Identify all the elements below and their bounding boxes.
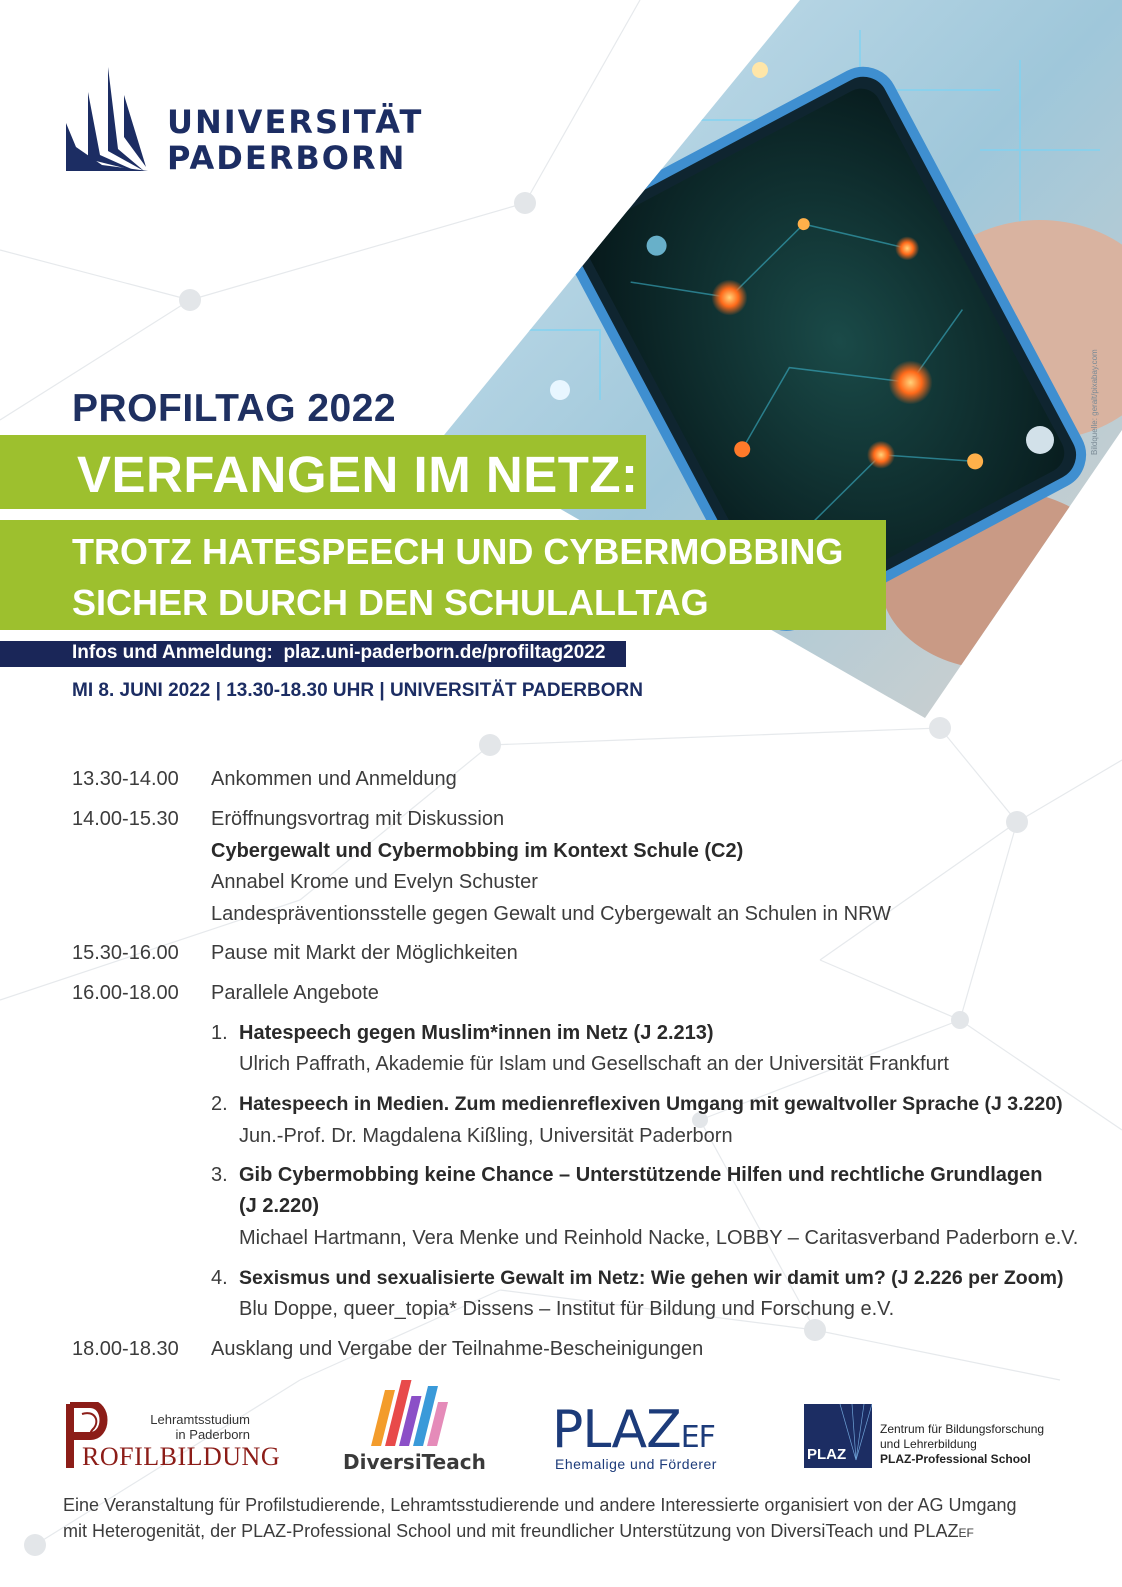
schedule-time: 18.00-18.30 [72, 1338, 179, 1360]
footer-line1: Eine Veranstaltung für Profilstudierende, Lehramtsstudierende und andere Interessierte organisiert von der AG Umgang [63, 1495, 1017, 1515]
diversiteach-wordmark: DiversiTeach [343, 1450, 486, 1474]
registration-link[interactable]: plaz.uni-paderborn.de/profiltag2022 [283, 642, 606, 663]
university-name-line2: PADERBORN [167, 139, 407, 177]
offer-title: Sexismus und sexualisierte Gewalt im Netz: Wie gehen wir damit um? (J 2.226 per Zoom) [239, 1267, 1064, 1289]
offer-number: 4. [211, 1267, 228, 1289]
offer-number: 1. [211, 1022, 228, 1044]
schedule-item: Parallele Angebote [211, 982, 379, 1004]
footer-line2-text: mit Heterogenität, der PLAZ-Professional School und mit freundlicher Unterstützung von DiversiTeach und PLAZ [63, 1521, 959, 1541]
event-subtitle-line2: SICHER DURCH DEN SCHULALLTAG [72, 582, 709, 623]
keynote-organization: Landespräventionsstelle gegen Gewalt und Cybergewalt an Schulen in NRW [211, 903, 892, 925]
footer-line2-suffix: EF [958, 1526, 974, 1540]
footer-line2 [63, 1521, 974, 1542]
plazef-wordmark [552, 1400, 715, 1460]
plaz-caption [880, 1422, 1044, 1467]
plazef-subtitle: Ehemalige und Förderer [555, 1456, 717, 1472]
schedule-time: 16.00-18.00 [72, 982, 179, 1004]
schedule-item: Ausklang und Vergabe der Teilnahme-Bescheinigungen [211, 1338, 704, 1360]
plaz-caption-line2: und Lehrerbildung [880, 1437, 977, 1451]
profilbildung-caption [150, 1412, 250, 1442]
registration-info [72, 642, 605, 664]
registration-label: Infos und Anmeldung: [72, 642, 273, 663]
offer-detail: Michael Hartmann, Vera Menke und Reinhold Nacke, LOBBY – Caritasverband Paderborn e.V. [239, 1227, 1079, 1249]
offer-title: Hatespeech in Medien. Zum medienreflexiven Umgang mit gewaltvoller Sprache (J 3.220) [239, 1093, 1063, 1115]
profilbildung-wordmark: ROFILBILDUNG [82, 1442, 281, 1471]
keynote-title: Cybergewalt und Cybermobbing im Kontext Schule (C2) [211, 840, 744, 862]
diversiteach-logo-icon [370, 1378, 452, 1448]
plazef-main: PLAZ [552, 1400, 681, 1460]
event-eyebrow: PROFILTAG 2022 [72, 387, 397, 430]
event-date-line: MI 8. JUNI 2022 | 13.30-18.30 UHR | UNIVERSITÄT PADERBORN [72, 680, 643, 701]
plaz-caption-line3: PLAZ-Professional School [880, 1452, 1031, 1466]
offer-title: Hatespeech gegen Muslim*innen im Netz (J 2.213) [239, 1022, 714, 1044]
event-title: VERFANGEN IM NETZ: [77, 446, 639, 503]
profilbildung-caption-line2: in Paderborn [175, 1427, 250, 1442]
offer-detail: Blu Doppe, queer_topia* Dissens – Institut für Bildung und Forschung e.V. [239, 1298, 895, 1320]
profilbildung-caption-line1: Lehramtsstudium [150, 1412, 250, 1427]
schedule-time: 13.30-14.00 [72, 768, 179, 790]
schedule-time: 15.30-16.00 [72, 942, 179, 964]
offer-detail: Ulrich Paffrath, Akademie für Islam und Gesellschaft an der Universität Frankfurt [239, 1053, 949, 1075]
offer-title: Gib Cybermobbing keine Chance – Unterstützende Hilfen und rechtliche Grundlagen [239, 1164, 1043, 1186]
schedule-item: Pause mit Markt der Möglichkeiten [211, 942, 518, 964]
plaz-box-label: PLAZ [807, 1446, 847, 1463]
university-name-line1: UNIVERSITÄT [167, 103, 424, 141]
photo-credit: Bildquelle: geralt/pixabay.com [1090, 349, 1099, 455]
schedule-item: Ankommen und Anmeldung [211, 768, 457, 790]
schedule-item: Eröffnungsvortrag mit Diskussion [211, 808, 505, 830]
keynote-speakers: Annabel Krome und Evelyn Schuster [211, 871, 538, 893]
plazef-suffix: EF [680, 1420, 715, 1455]
plaz-caption-line1: Zentrum für Bildungsforschung [880, 1422, 1045, 1436]
schedule-time: 14.00-15.30 [72, 808, 179, 830]
university-logo-icon [66, 67, 148, 171]
offer-title-room: (J 2.220) [239, 1195, 320, 1217]
offer-number: 3. [211, 1164, 228, 1186]
plaz-logo-box [804, 1404, 872, 1468]
offer-detail: Jun.-Prof. Dr. Magdalena Kißling, Universität Paderborn [239, 1125, 733, 1147]
offer-number: 2. [211, 1093, 228, 1115]
event-subtitle-line1: TROTZ HATESPEECH UND CYBERMOBBING [72, 531, 844, 572]
